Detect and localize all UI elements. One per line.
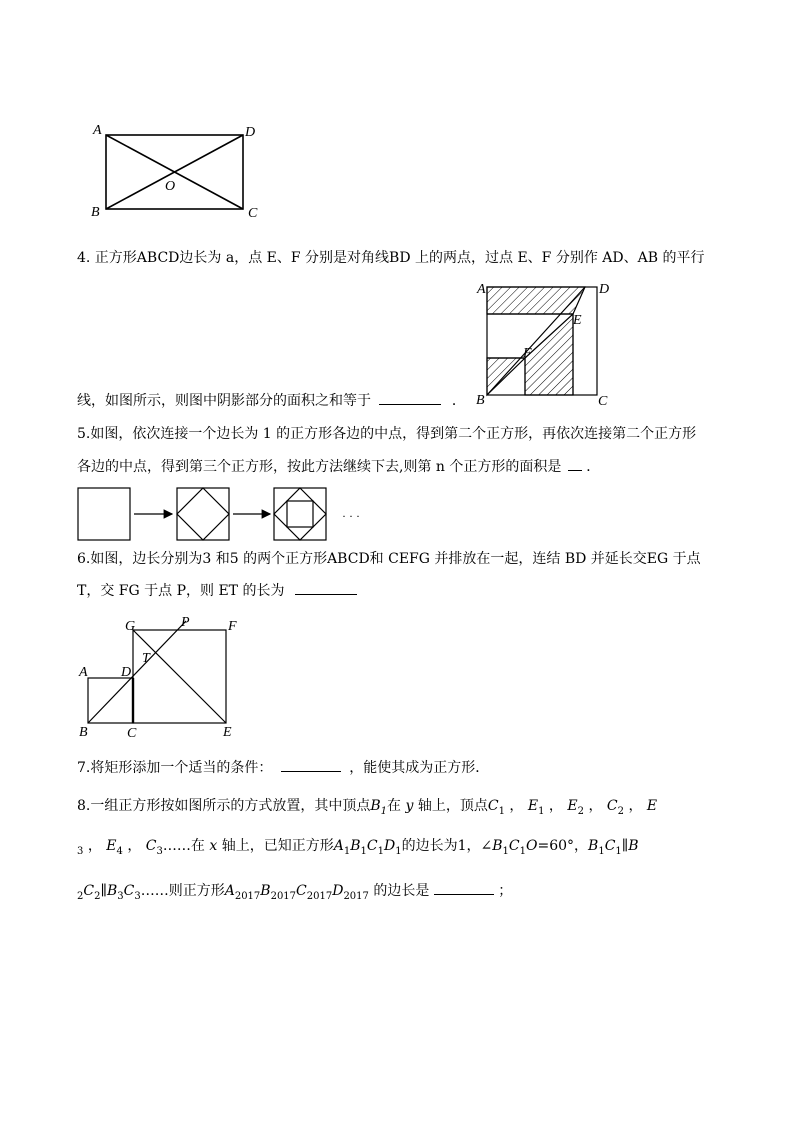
- label-d: D: [599, 282, 610, 297]
- two-squares-figure: [76, 614, 256, 740]
- q5-line1: 5.如图，依次连接一个边长为 1 的正方形各边的中点，得到第二个正方形，再依次连接第二个正方形: [77, 426, 697, 442]
- q7-line: [77, 757, 489, 778]
- q6-line1: 6.如图，边长分别为3 和5 的两个正方形ABCD和 CEFG 并排放在一起，连结 BD 并延长交EG 于点: [77, 551, 701, 567]
- q4-line2-end: ．: [451, 393, 466, 409]
- answer-blank[interactable]: [434, 880, 494, 895]
- label-a: A: [93, 123, 102, 138]
- q8-line3: $_2C_2\parallel B_3C_3\dots\dots$则正方形$A_{2017}B_{2017}C_{2017}D_{2017}$ 的边长是 ；: [77, 880, 512, 907]
- label-c: C: [127, 726, 137, 740]
- x-axis-symbol: x: [209, 838, 218, 854]
- q5-line2: [77, 456, 600, 477]
- q7-text-end: ，能使其成为正方形．: [349, 760, 490, 776]
- q4-line2-text: 线，如图所示，则图中阴影部分的面积之和等于: [77, 393, 371, 409]
- label-b: B: [476, 393, 485, 408]
- answer-blank[interactable]: [568, 456, 582, 471]
- q6-line2-text: T，交 FG 于点 P，则 ET 的长为: [77, 583, 285, 599]
- label-f: F: [228, 619, 237, 634]
- square-shaded-figure: [475, 280, 615, 408]
- q4-line1: 4. 正方形ABCD边长为 a，点 E、F 分别是对角线BD 上的两点，过点 E、F 分别作 AD、AB 的平行: [77, 250, 705, 266]
- y-axis-symbol: y: [405, 798, 414, 814]
- label-g: G: [125, 619, 136, 634]
- q8-line1: 8.一组正方形按如图所示的方式放置，其中顶点$B_1$在 y 轴上，顶点$C_1$ ， $E_1$ ， $E_2$ ， $C_2$ ， E: [77, 798, 658, 817]
- answer-blank[interactable]: [379, 390, 441, 405]
- label-p: P: [181, 615, 190, 630]
- q7-text: 7.将矩形添加一个适当的条件：: [77, 760, 273, 776]
- ellipsis: · · ·: [342, 509, 360, 523]
- label-c: C: [598, 394, 608, 408]
- label-d: D: [121, 665, 132, 680]
- label-e: E: [573, 313, 582, 328]
- q8-text: 8.一组正方形按如图所示的方式放置，其中顶点: [77, 798, 371, 814]
- q8-line2: $_3$ ， $E_4$ ， $C_3\dots\dots$在 x 轴上，已知正方形$A_1B_1C_1D_1$的边长为1，$\angle B_1C_1O=60^\circ$，$B_1C_1\parallel B$: [77, 838, 639, 857]
- q6-line2: [77, 580, 357, 601]
- rectangle-abcd-figure: [88, 118, 278, 223]
- label-t: T: [142, 651, 150, 666]
- label-a: A: [477, 282, 486, 297]
- label-o: O: [165, 179, 176, 194]
- label-d: D: [245, 125, 256, 140]
- nested-squares-figure: [76, 484, 376, 544]
- b1-math: $B_1$: [370, 798, 388, 817]
- label-f: F: [523, 346, 532, 361]
- label-b: B: [79, 725, 88, 740]
- label-c: C: [248, 206, 258, 221]
- q4-line2: [77, 390, 466, 411]
- label-e: E: [223, 725, 232, 740]
- answer-blank[interactable]: [281, 757, 341, 772]
- q5-line2-text: 各边的中点，得到第三个正方形，按此方法继续下去,则第 n 个正方形的面积是: [77, 459, 562, 475]
- label-b: B: [91, 205, 100, 220]
- q5-line2-end: ．: [586, 459, 601, 475]
- answer-blank[interactable]: [295, 580, 357, 595]
- label-a: A: [79, 665, 88, 680]
